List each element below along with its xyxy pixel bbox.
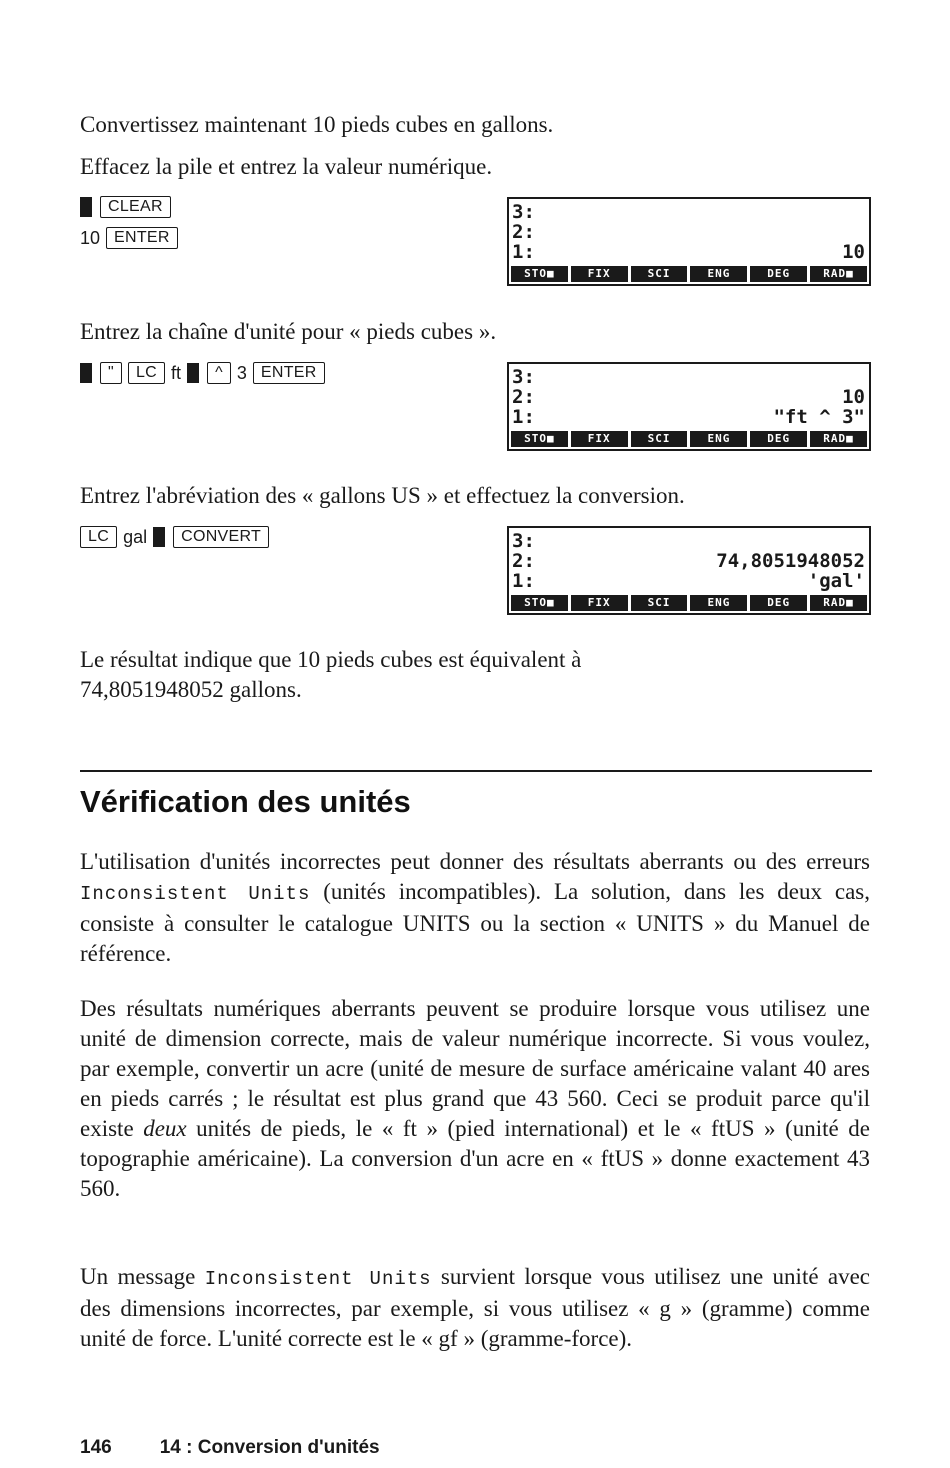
level-value: 74,8051948052 <box>716 550 865 572</box>
shift-key-icon <box>80 197 92 217</box>
key-lc: LC <box>80 526 117 548</box>
level-label: 3: <box>512 366 535 388</box>
step3-text: Entrez l'abréviation des « gallons US » et effectuez la conversion. <box>80 483 685 508</box>
softkey-eng: ENG <box>690 431 747 447</box>
chapter-title: 14 : Conversion d'unités <box>159 1437 380 1458</box>
step2-text: Entrez la chaîne d'unité pour « pieds cubes ». <box>80 319 497 344</box>
key-quote: " <box>100 362 122 384</box>
softkey-menu <box>511 431 867 447</box>
softkey-deg: DEG <box>750 595 807 611</box>
level-label: 1: <box>512 406 535 428</box>
keystroke-line-ft3 <box>80 360 325 386</box>
level-label: 1: <box>512 241 535 263</box>
level-value: 10 <box>842 241 865 263</box>
level-label: 3: <box>512 530 535 552</box>
key-lc: LC <box>128 362 165 384</box>
keystroke-line-gal-convert <box>80 524 269 550</box>
paragraph-1-text-b: (unités incompatibles). La solution, dans les deux cas, consiste à consulter le catalogue UNITS ou la section « UNITS » du Manuel de référence. <box>80 879 871 966</box>
softkey-deg: DEG <box>750 431 807 447</box>
softkey-fix: FIX <box>571 266 628 282</box>
level-label: 3: <box>512 201 535 223</box>
shift-key-icon <box>80 363 92 383</box>
softkey-sto: STO■ <box>511 266 568 282</box>
level-label: 1: <box>512 570 535 592</box>
softkey-deg: DEG <box>750 266 807 282</box>
softkey-menu <box>511 595 867 611</box>
stack-level-2 <box>512 387 865 407</box>
paragraph-2 <box>80 994 870 1204</box>
typed-value: 10 <box>80 228 101 248</box>
softkey-fix: FIX <box>571 595 628 611</box>
paragraph-1-text-a: L'utilisation d'unités incorrectes peut donner des résultats aberrants ou des erreurs <box>80 849 870 874</box>
paragraph-2-emphasis: deux <box>143 1116 187 1141</box>
stack-level-1 <box>512 242 865 262</box>
softkey-rad: RAD■ <box>810 266 867 282</box>
calculator-screen-1 <box>507 197 871 286</box>
key-convert: CONVERT <box>173 526 269 548</box>
paragraph-3-text-b: survient lorsque vous utilisez une unité avec des dimensions incorrectes, par exemple, si vous utilisez « g » (gramme) comme unité de force. L'unité correcte est le « gf » (gramme-force). <box>80 1264 871 1351</box>
typed-ft: ft <box>171 363 182 383</box>
stack-level-2 <box>512 551 865 571</box>
stack-level-3 <box>512 202 865 222</box>
section-divider <box>80 770 872 772</box>
key-caret: ^ <box>207 362 231 384</box>
paragraph-2-text-b: unités de pieds, le « ft » (pied international) et le « ftUS » (unité de topographie américaine). La conversion d'un acre en « ftUS » donne exactement 43 560. <box>80 1116 870 1201</box>
key-enter: ENTER <box>106 227 178 249</box>
error-message-code: Inconsistent Units <box>80 883 311 905</box>
shift-key-icon <box>153 527 165 547</box>
paragraph-1 <box>80 847 870 969</box>
softkey-menu <box>511 266 867 282</box>
key-clear: CLEAR <box>100 196 171 218</box>
paragraph-3 <box>80 1262 870 1354</box>
softkey-eng: ENG <box>690 595 747 611</box>
stack-level-2 <box>512 222 865 242</box>
stack-level-1 <box>512 407 865 427</box>
result-line-1: Le résultat indique que 10 pieds cubes est équivalent à <box>80 647 582 672</box>
softkey-rad: RAD■ <box>810 431 867 447</box>
paragraph-2-text-a: Des résultats numériques aberrants peuvent se produire lorsque vous utilisez une unité de dimension correcte, mais de valeur numérique incorrecte. Si vous voulez, par exemple, convertir un acre (unité de mesure de surface américaine valant 40 ares en pieds carrés ; le résultat est plus grand que 43 560. Ceci se produit parce qu'il existe <box>80 996 870 1141</box>
keystroke-line-10-enter <box>80 225 178 251</box>
softkey-sci: SCI <box>631 266 688 282</box>
softkey-rad: RAD■ <box>810 595 867 611</box>
softkey-fix: FIX <box>571 431 628 447</box>
page-footer <box>80 1436 380 1460</box>
level-value: 'gal' <box>807 570 865 592</box>
result-line-2: 74,8051948052 gallons. <box>80 677 302 702</box>
page-number: 146 <box>80 1437 112 1458</box>
section-title: Vérification des unités <box>80 784 411 819</box>
level-label: 2: <box>512 221 535 243</box>
calculator-screen-2 <box>507 362 871 451</box>
stack-level-3 <box>512 367 865 387</box>
softkey-sci: SCI <box>631 595 688 611</box>
intro-line-2: Effacez la pile et entrez la valeur numérique. <box>80 154 493 179</box>
softkey-sto: STO■ <box>511 595 568 611</box>
level-value: "ft ^ 3" <box>773 406 865 428</box>
key-enter: ENTER <box>253 362 325 384</box>
softkey-sci: SCI <box>631 431 688 447</box>
level-value: 10 <box>842 386 865 408</box>
stack-level-3 <box>512 531 865 551</box>
level-label: 2: <box>512 386 535 408</box>
shift-key-icon <box>187 363 199 383</box>
calculator-screen-3 <box>507 526 871 615</box>
softkey-eng: ENG <box>690 266 747 282</box>
typed-gal: gal <box>123 527 148 547</box>
typed-digit: 3 <box>236 363 247 383</box>
level-label: 2: <box>512 550 535 572</box>
stack-level-1 <box>512 571 865 591</box>
paragraph-3-text-a: Un message <box>80 1264 205 1289</box>
keystroke-line-clear <box>80 196 171 218</box>
error-message-code: Inconsistent Units <box>204 1268 432 1290</box>
softkey-sto: STO■ <box>511 431 568 447</box>
intro-line-1: Convertissez maintenant 10 pieds cubes en gallons. <box>80 112 554 137</box>
